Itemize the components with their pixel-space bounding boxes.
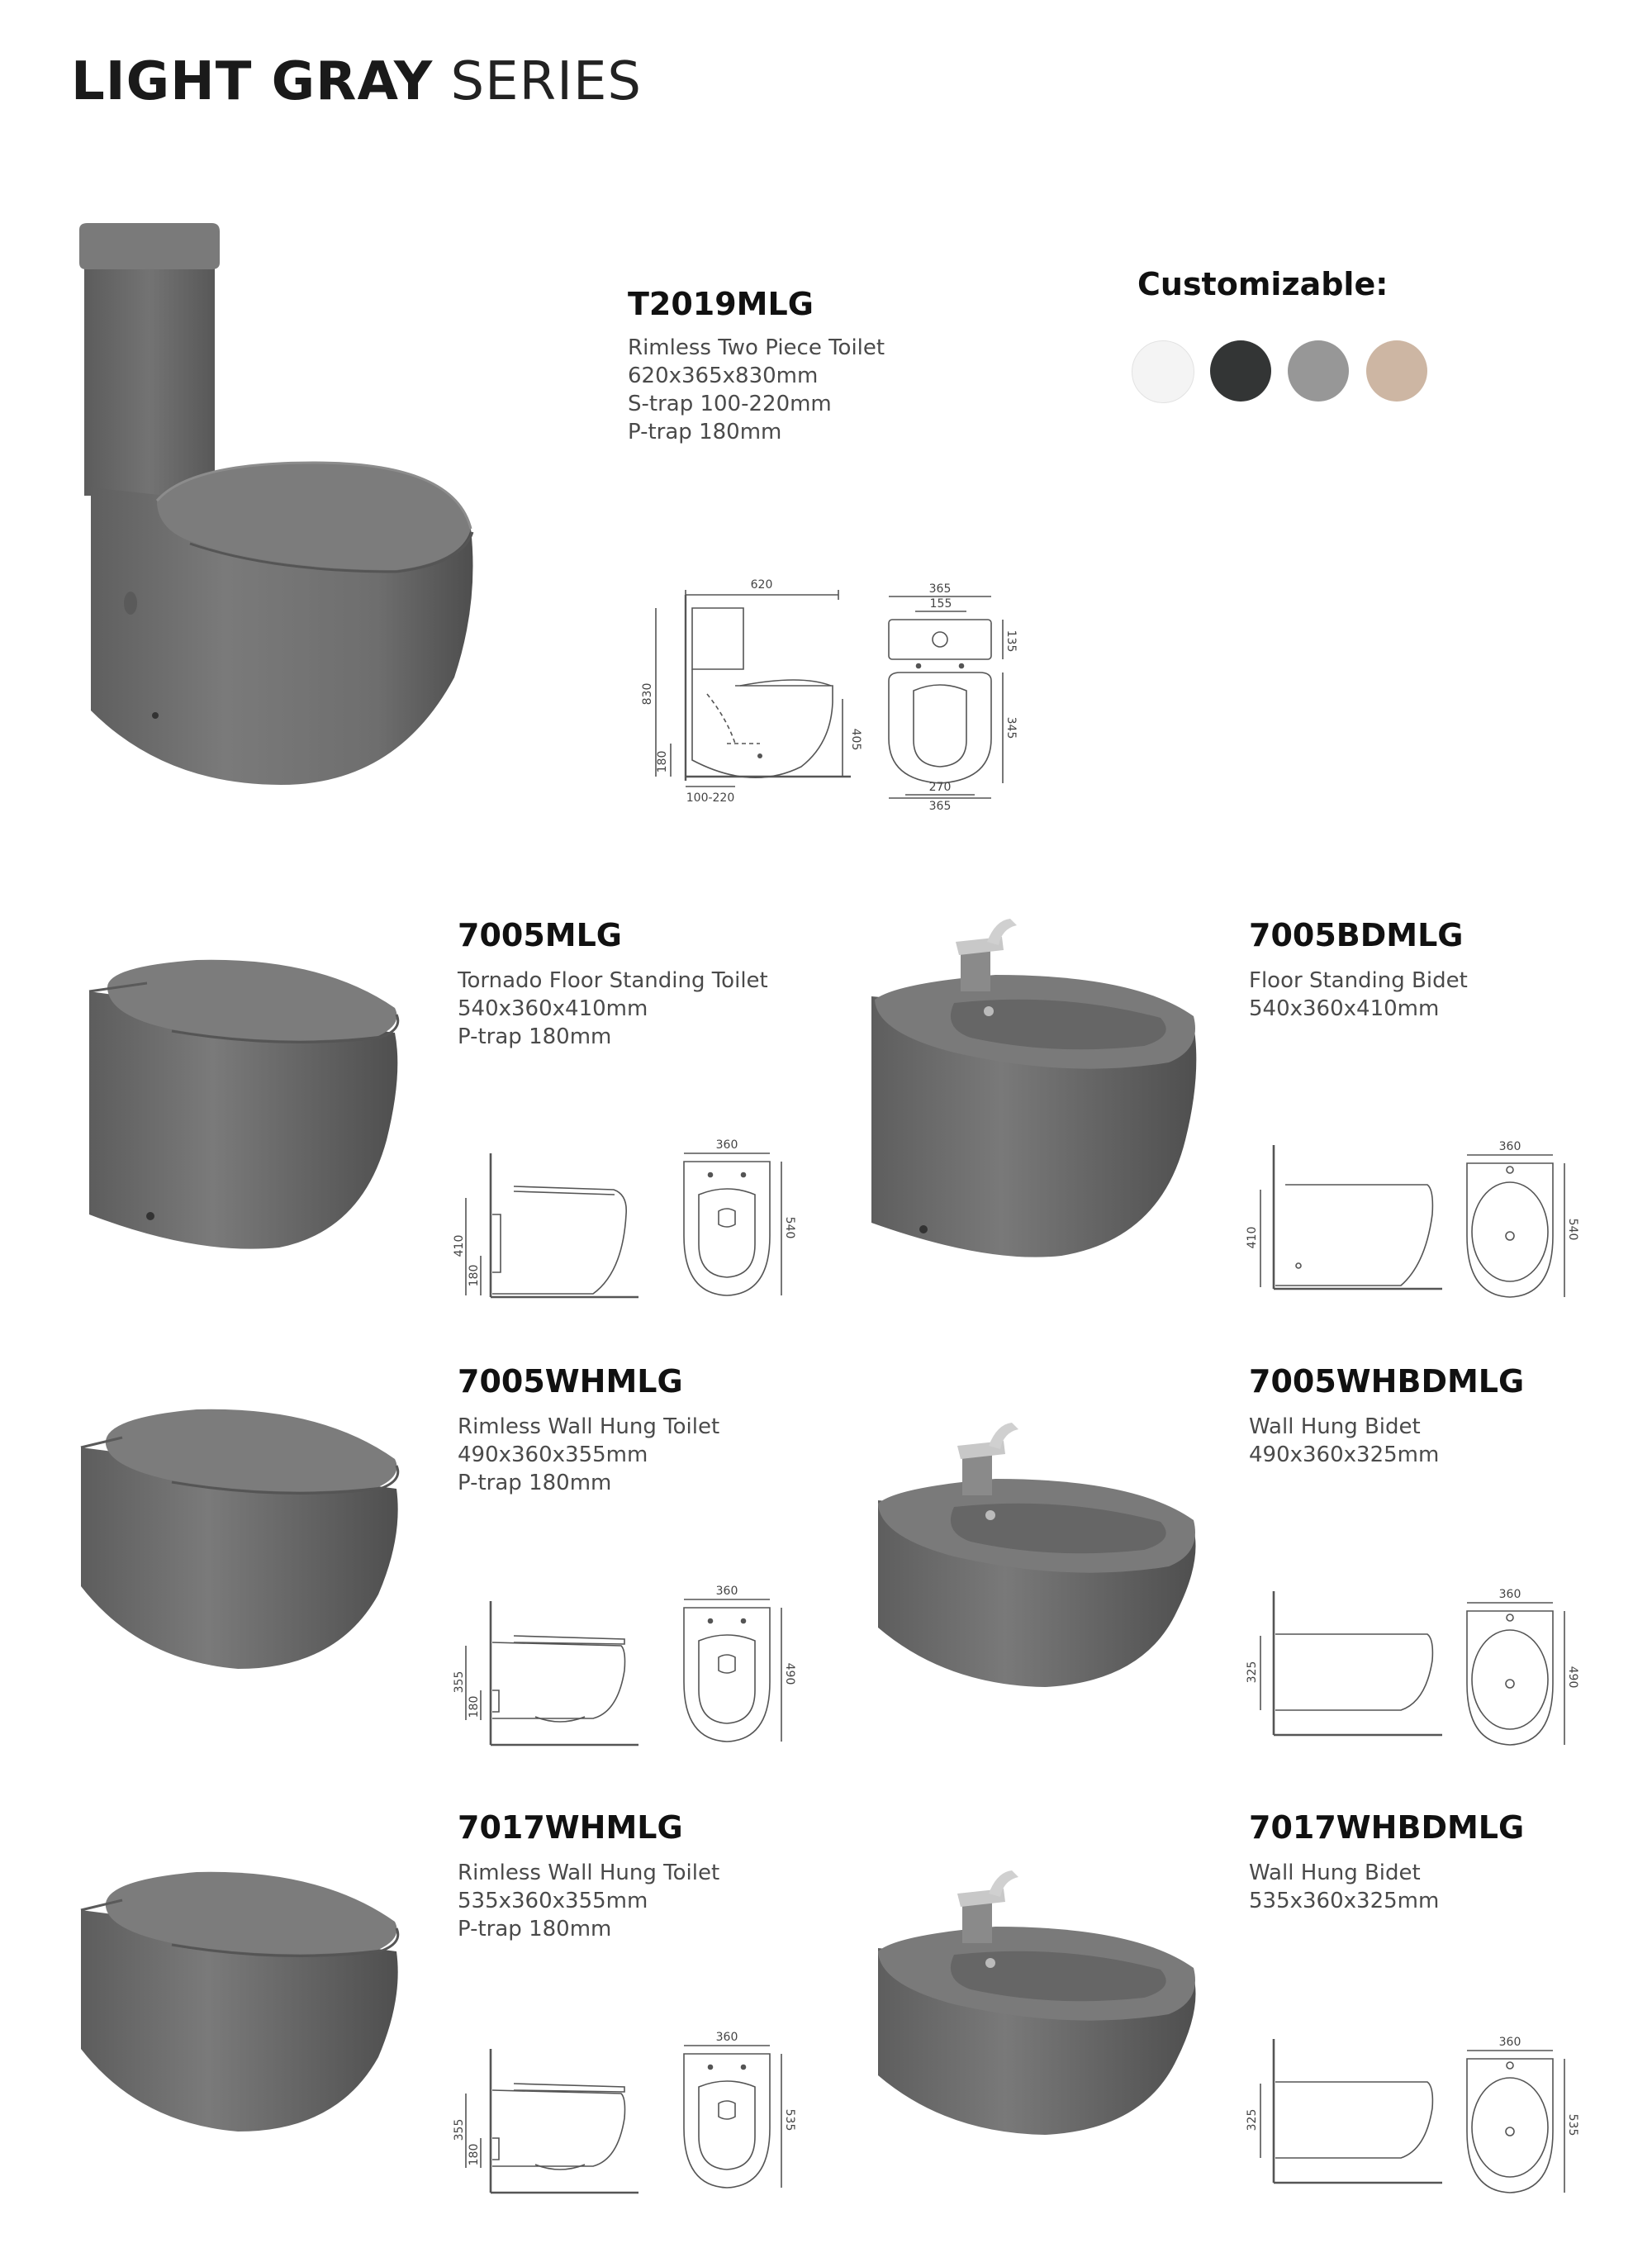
desc-line: 535x360x355mm <box>458 1889 648 1913</box>
desc-line: Rimless Wall Hung Toilet <box>458 1861 720 1885</box>
dim-inner: 155 <box>929 597 952 611</box>
product-description <box>628 334 885 446</box>
desc-line: Rimless Two Piece Toilet <box>628 335 885 360</box>
dim-width: 360 <box>715 1585 738 1598</box>
product-description <box>1249 967 1468 1023</box>
dim-length: 535 <box>1566 2113 1579 2136</box>
desc-line: P-trap 180mm <box>628 420 782 444</box>
page-title <box>71 51 642 112</box>
product-model: 7005BDMLG <box>1249 917 1464 953</box>
color-swatch-beige[interactable] <box>1366 340 1427 402</box>
color-swatch-white[interactable] <box>1132 340 1194 403</box>
desc-line: 540x360x410mm <box>458 996 648 1021</box>
top-drawing-7005bdmlg <box>1452 1137 1584 1302</box>
desc-line: 540x360x410mm <box>1249 996 1440 1021</box>
product-description <box>1249 1859 1439 1915</box>
customizable-label: Customizable: <box>1137 266 1389 302</box>
product-image-7017whmlg <box>73 1859 420 2156</box>
desc-line: P-trap 180mm <box>458 1471 612 1495</box>
dim-width: 360 <box>715 1138 738 1152</box>
dim-trap-height: 180 <box>468 1695 481 1718</box>
product-description <box>458 1413 719 1497</box>
desc-line: 535x360x325mm <box>1249 1889 1440 1913</box>
desc-line: 620x365x830mm <box>628 364 819 388</box>
side-drawing-7005bdmlg <box>1236 1140 1459 1297</box>
dim-width: 365 <box>928 582 952 596</box>
dim-length: 540 <box>783 1216 796 1239</box>
dim-trap-height: 180 <box>468 2143 481 2166</box>
dim-length: 540 <box>1566 1218 1579 1241</box>
color-swatch-black[interactable] <box>1210 340 1271 402</box>
dim-height: 410 <box>453 1234 466 1257</box>
dim-height: 355 <box>453 2118 466 2141</box>
dim-height: 355 <box>453 1671 466 1694</box>
dim-height: 325 <box>1246 2108 1259 2132</box>
dim-top-width: 620 <box>750 578 773 592</box>
dim-height: 410 <box>1246 1226 1259 1249</box>
dim-trap-height: 180 <box>468 1264 481 1287</box>
title-bold: LIGHT GRAY <box>71 51 434 112</box>
product-model: 7005WHMLG <box>458 1363 683 1400</box>
product-description <box>1249 1413 1439 1469</box>
color-swatch-gray[interactable] <box>1288 340 1349 402</box>
dim-length: 490 <box>1566 1666 1579 1689</box>
side-drawing-7017whbdmlg <box>1236 2034 1459 2191</box>
desc-line: Wall Hung Bidet <box>1249 1414 1421 1439</box>
top-drawing-7017whmlg <box>669 2029 801 2194</box>
top-drawing-7017whbdmlg <box>1452 2032 1584 2198</box>
product-description <box>458 1859 719 1943</box>
desc-line: P-trap 180mm <box>458 1024 612 1049</box>
dim-length: 490 <box>783 1662 796 1685</box>
top-drawing-7005whmlg <box>669 1583 801 1748</box>
desc-line: 490x360x325mm <box>1249 1442 1440 1467</box>
product-model: 7005MLG <box>458 917 622 953</box>
top-drawing-7005mlg <box>669 1137 801 1302</box>
product-image-7005mlg <box>73 950 420 1264</box>
side-drawing-7005whbdmlg <box>1236 1586 1459 1743</box>
side-drawing-7005whmlg <box>453 1596 643 1753</box>
dim-bowl-width: 270 <box>928 781 952 794</box>
top-drawing-t2019mlg <box>876 582 1018 813</box>
product-model: 7005WHBDMLG <box>1249 1363 1525 1400</box>
dim-length: 535 <box>783 2108 796 2132</box>
top-drawing-7005whbdmlg <box>1452 1585 1584 1750</box>
product-image-7005whbdmlg <box>863 1421 1210 1702</box>
dim-bottom-width: 365 <box>928 800 952 813</box>
desc-line: S-trap 100-220mm <box>628 392 832 416</box>
desc-line: Tornado Floor Standing Toilet <box>458 968 768 993</box>
side-drawing-7017whmlg <box>453 2044 643 2201</box>
desc-line: Floor Standing Bidet <box>1249 968 1468 993</box>
dim-trap-height: 180 <box>656 750 669 773</box>
dim-width: 360 <box>715 2031 738 2044</box>
product-model: 7017WHMLG <box>458 1809 683 1846</box>
desc-line: 490x360x355mm <box>458 1442 648 1467</box>
product-image-7005whmlg <box>73 1396 420 1694</box>
dim-tank-depth: 135 <box>1004 630 1018 653</box>
product-image-t2019mlg <box>66 215 496 810</box>
dim-width: 360 <box>1498 1140 1521 1153</box>
side-drawing-t2019mlg <box>636 570 867 810</box>
desc-line: Wall Hung Bidet <box>1249 1861 1421 1885</box>
dim-width: 360 <box>1498 1588 1521 1601</box>
desc-line: Rimless Wall Hung Toilet <box>458 1414 720 1439</box>
product-description <box>458 967 768 1051</box>
product-model: T2019MLG <box>628 286 814 322</box>
product-image-7005bdmlg <box>863 917 1210 1264</box>
dim-bowl-depth: 345 <box>1004 716 1018 739</box>
dim-seat-height: 405 <box>849 728 862 751</box>
dim-s-trap: 100-220 <box>686 791 735 805</box>
product-image-7017whbdmlg <box>863 1869 1210 2150</box>
dim-height: 830 <box>641 682 654 706</box>
desc-line: P-trap 180mm <box>458 1917 612 1941</box>
product-model: 7017WHBDMLG <box>1249 1809 1525 1846</box>
dim-height: 325 <box>1246 1661 1259 1684</box>
side-drawing-7005mlg <box>453 1148 643 1305</box>
title-light: SERIES <box>450 51 642 112</box>
dim-width: 360 <box>1498 2036 1521 2049</box>
